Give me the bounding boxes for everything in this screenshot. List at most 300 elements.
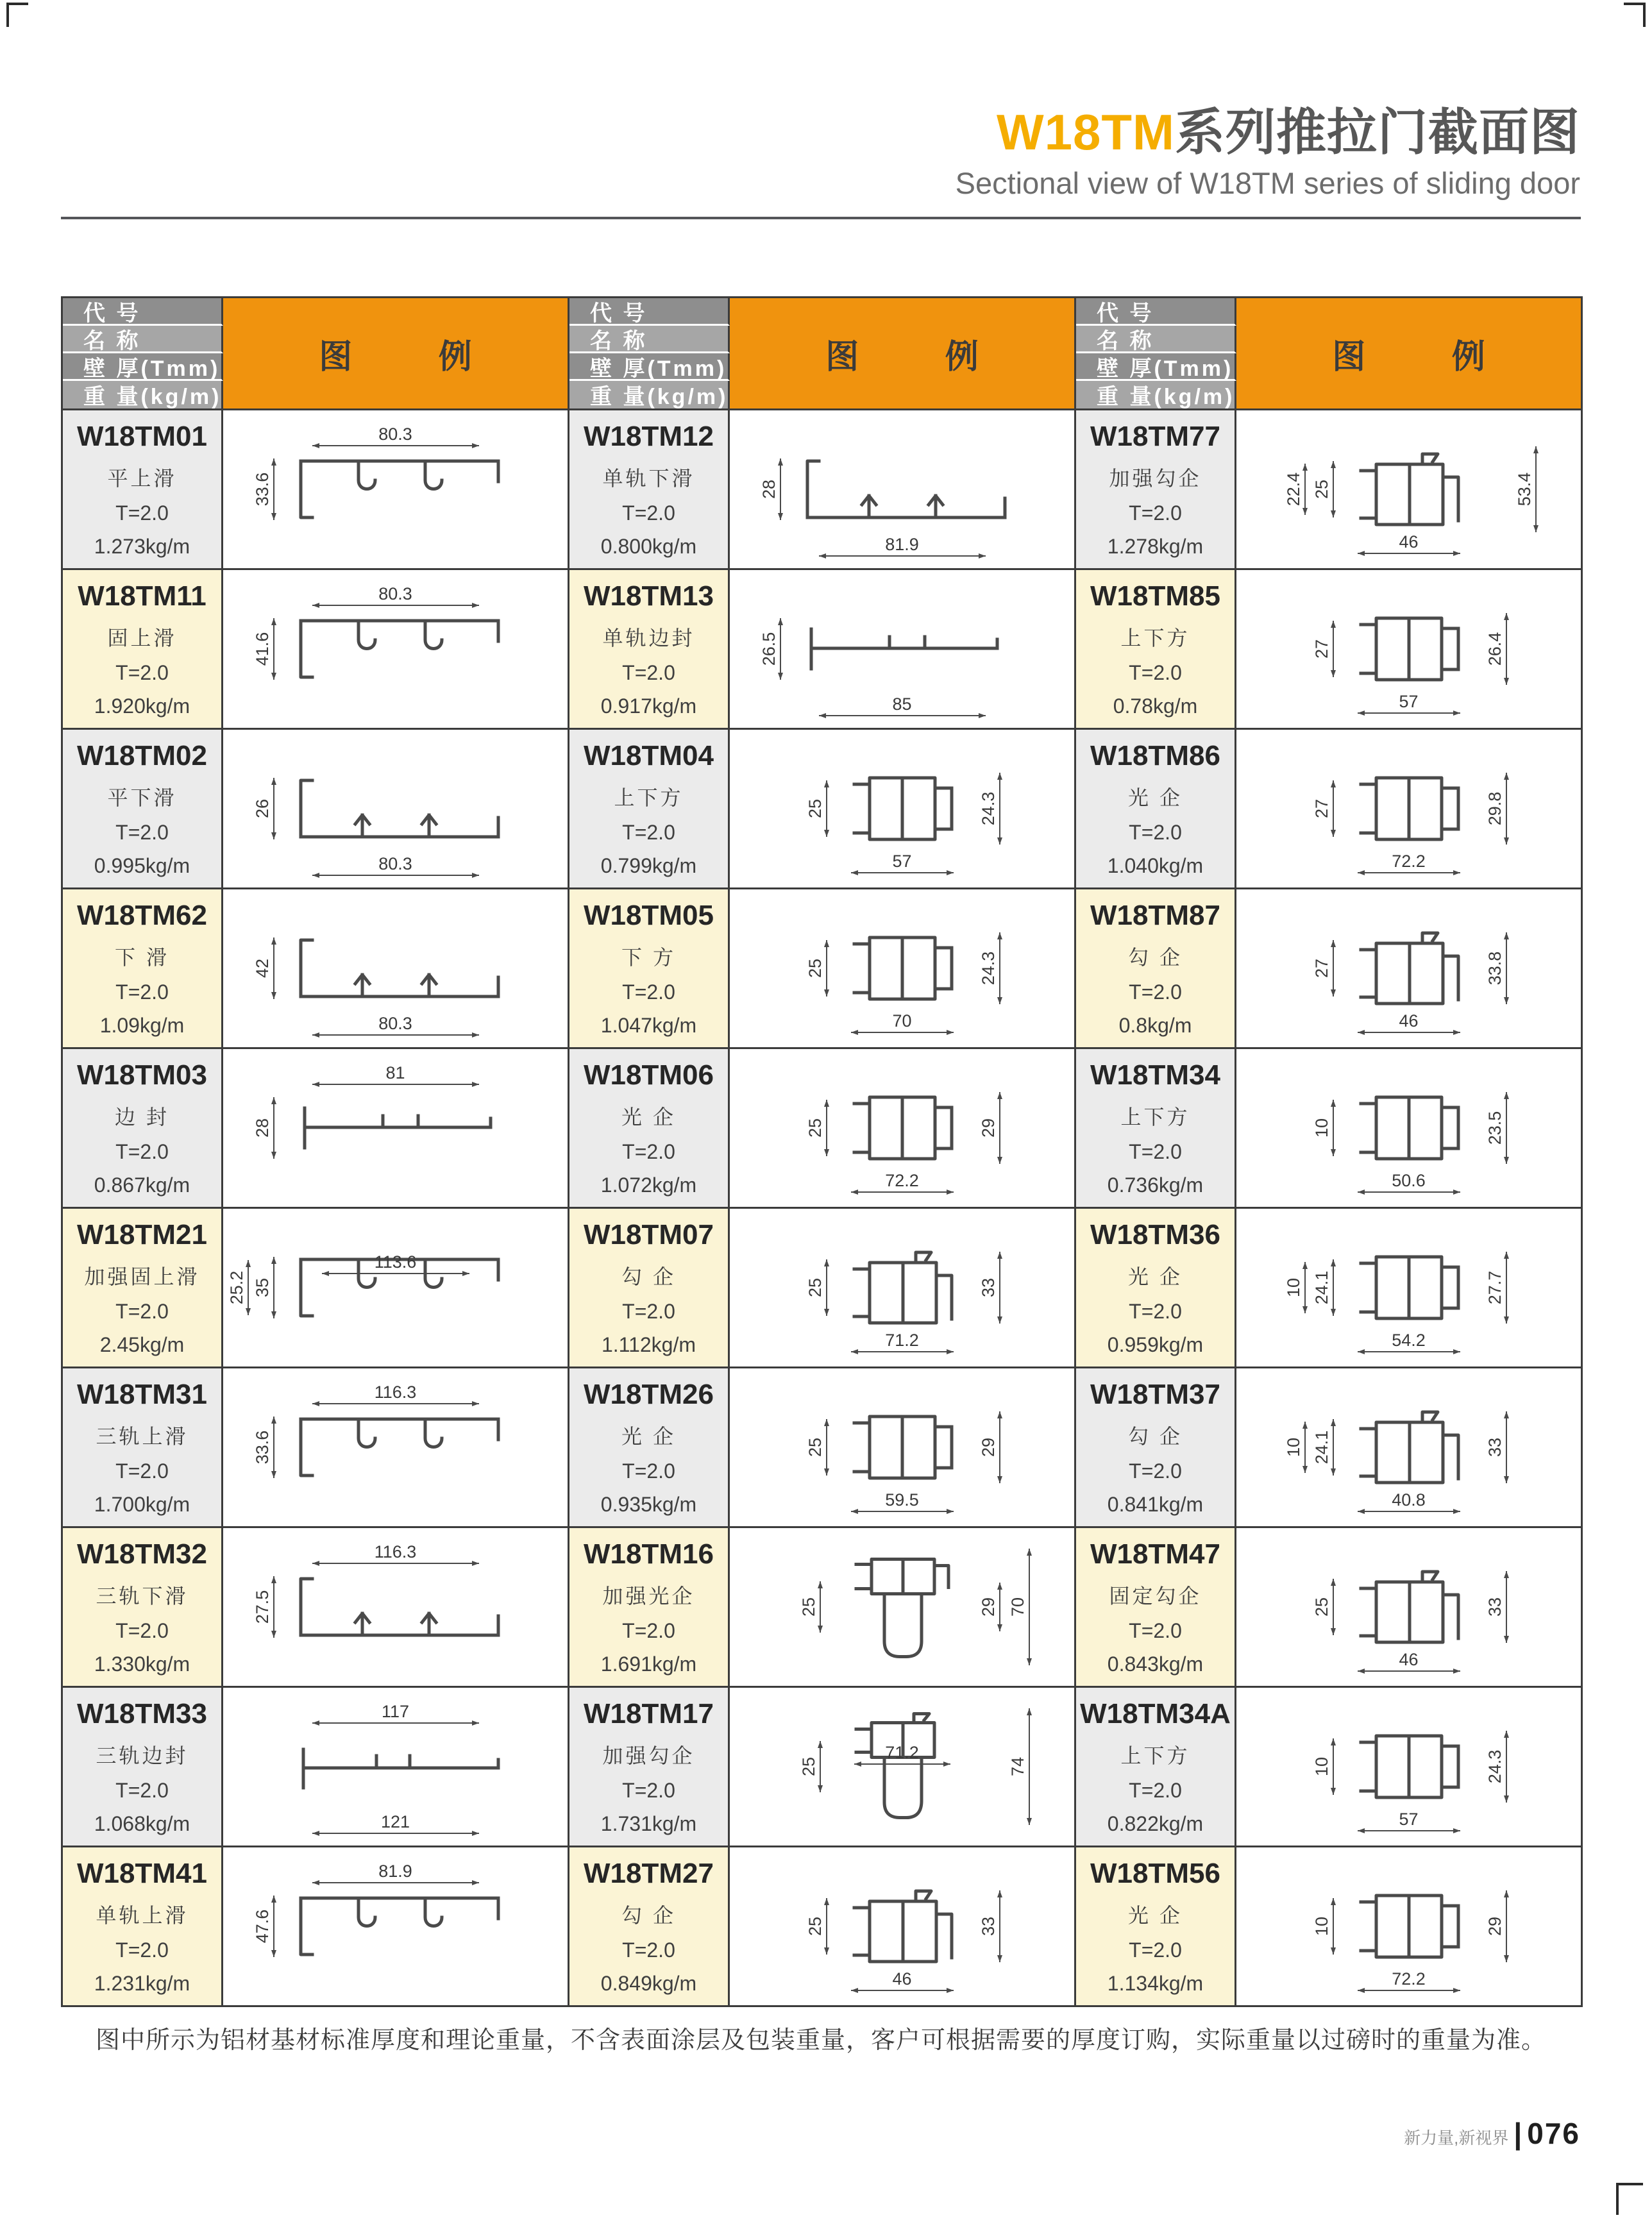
dimension bbox=[851, 1492, 954, 1512]
dimension-label: 25 bbox=[805, 1277, 825, 1298]
product-info bbox=[569, 1688, 730, 1847]
product-weight: 0.8kg/m bbox=[1118, 1013, 1192, 1037]
dimension-label: 24.3 bbox=[979, 791, 998, 826]
page-subtitle: Sectional view of W18TM series of sliding door bbox=[955, 165, 1580, 200]
product-info bbox=[569, 570, 730, 730]
dimension-arrow-line bbox=[1333, 1579, 1334, 1635]
dimension-label: 24.1 bbox=[1312, 1430, 1331, 1465]
crop-mark-top-left bbox=[6, 3, 28, 27]
dimension-label: 29 bbox=[979, 1118, 998, 1138]
dimension-label: 33 bbox=[1485, 1597, 1504, 1617]
dimension bbox=[312, 585, 479, 606]
dimension-label: 10 bbox=[1312, 1916, 1331, 1937]
profile-diagram bbox=[730, 1049, 1076, 1209]
dimension-label: 10 bbox=[1284, 1277, 1303, 1298]
profile-diagram bbox=[1236, 410, 1583, 570]
dimension bbox=[254, 618, 274, 680]
dimension-label: 23.5 bbox=[1485, 1111, 1504, 1145]
profile-drawing bbox=[287, 451, 505, 528]
header-cell: 壁 厚(Tmm) bbox=[569, 353, 730, 381]
product-weight: 0.935kg/m bbox=[600, 1492, 697, 1516]
profile-drawing bbox=[287, 610, 505, 687]
profile-drawing bbox=[287, 1568, 505, 1645]
dimension-label: 25 bbox=[805, 1118, 825, 1138]
product-code: W18TM56 bbox=[1090, 1857, 1220, 1889]
dimension bbox=[254, 458, 274, 520]
product-name: 加强固上滑 bbox=[84, 1265, 200, 1288]
dimension bbox=[312, 1384, 479, 1404]
product-name: 加强光企 bbox=[602, 1584, 695, 1608]
dimension bbox=[1516, 446, 1537, 532]
profile-diagram bbox=[1236, 889, 1583, 1049]
dimension bbox=[851, 853, 954, 873]
dimension-label: 33.6 bbox=[253, 1430, 272, 1465]
product-thickness: T=2.0 bbox=[622, 1139, 675, 1163]
header-cell: 代 号 bbox=[63, 298, 223, 326]
dimension bbox=[800, 1741, 821, 1792]
dimension-label: 29 bbox=[979, 1597, 998, 1617]
profile-drawing bbox=[1348, 921, 1470, 1015]
product-code: W18TM36 bbox=[1090, 1218, 1220, 1250]
product-weight: 1.731kg/m bbox=[600, 1812, 697, 1835]
dimension-label: 72.2 bbox=[885, 1171, 919, 1190]
product-info bbox=[63, 1368, 223, 1528]
dimension-arrow-line bbox=[1358, 1511, 1460, 1512]
profile-drawing bbox=[838, 1708, 966, 1826]
profile-table bbox=[61, 296, 1583, 2007]
dimension-arrow-line bbox=[273, 1576, 274, 1638]
table-header bbox=[569, 298, 1076, 410]
dimension-label: 59.5 bbox=[885, 1490, 919, 1509]
product-info bbox=[1076, 570, 1236, 730]
profile-drawing bbox=[1348, 604, 1470, 694]
dimension bbox=[807, 940, 827, 996]
dimension-arrow-line bbox=[826, 1898, 827, 1955]
product-code: W18TM32 bbox=[77, 1538, 207, 1570]
dimension-arrow-line bbox=[1304, 1422, 1306, 1473]
dimension-arrow-line bbox=[1333, 1100, 1334, 1156]
profile-diagram bbox=[1236, 730, 1583, 889]
dimension bbox=[312, 426, 479, 446]
dimension-arrow-line bbox=[273, 1896, 274, 1957]
product-weight: 0.841kg/m bbox=[1107, 1492, 1204, 1516]
dimension bbox=[819, 696, 986, 716]
product-name: 光 企 bbox=[1128, 1265, 1183, 1288]
dimension-arrow-line bbox=[1333, 1738, 1334, 1795]
profile-diagram bbox=[1236, 1528, 1583, 1688]
legend-label: 图 例 bbox=[319, 338, 510, 376]
page-footer bbox=[1404, 2116, 1580, 2151]
product-code: W18TM31 bbox=[77, 1378, 207, 1410]
dimension bbox=[312, 1064, 479, 1085]
dimension bbox=[1487, 1731, 1507, 1803]
product-info bbox=[1076, 730, 1236, 889]
legend-header bbox=[730, 298, 1076, 408]
product-name: 加强勾企 bbox=[1109, 466, 1202, 490]
dimension bbox=[1313, 780, 1334, 837]
product-thickness: T=2.0 bbox=[1129, 1778, 1182, 1802]
dimension bbox=[254, 1417, 274, 1478]
dimension-arrow-line bbox=[1304, 1262, 1306, 1313]
dimension-label: 116.3 bbox=[374, 1383, 417, 1402]
product-info bbox=[569, 1049, 730, 1209]
product-info bbox=[569, 889, 730, 1049]
dimension-label: 25 bbox=[805, 1437, 825, 1458]
dimension-arrow-line bbox=[780, 458, 781, 520]
product-info bbox=[63, 1049, 223, 1209]
product-weight: 1.278kg/m bbox=[1107, 534, 1204, 558]
dimension-arrow-line bbox=[1333, 1259, 1334, 1316]
title-series: W18TM bbox=[996, 104, 1175, 160]
dimension-arrow-line bbox=[820, 1741, 821, 1792]
dimension bbox=[1487, 1092, 1507, 1164]
profile-drawing bbox=[287, 1409, 505, 1486]
product-weight: 0.736kg/m bbox=[1107, 1173, 1204, 1197]
dimension-arrow-line bbox=[1333, 1898, 1334, 1955]
product-name: 勾 企 bbox=[1128, 945, 1183, 969]
dimension-label: 27 bbox=[1312, 639, 1331, 659]
dimension bbox=[254, 1097, 274, 1159]
product-name: 三轨上滑 bbox=[96, 1424, 189, 1448]
dimension bbox=[1358, 1492, 1460, 1512]
product-name: 光 企 bbox=[621, 1424, 676, 1448]
product-info bbox=[569, 1847, 730, 2007]
dimension bbox=[312, 1703, 479, 1724]
dimension-label: 47.6 bbox=[253, 1909, 272, 1944]
product-name: 三轨下滑 bbox=[96, 1584, 189, 1608]
dimension-label: 27.5 bbox=[253, 1590, 272, 1624]
page-number: 076 bbox=[1527, 2117, 1580, 2150]
dimension-arrow-line bbox=[780, 618, 781, 680]
dimension-label: 74 bbox=[1008, 1756, 1027, 1777]
dimension-arrow-line bbox=[1358, 1670, 1460, 1672]
header-cell: 重 量(kg/m) bbox=[1076, 381, 1236, 408]
dimension-label: 25 bbox=[799, 1597, 818, 1617]
product-weight: 1.09kg/m bbox=[99, 1013, 185, 1037]
dimension-arrow-line bbox=[273, 618, 274, 680]
product-info bbox=[63, 1209, 223, 1368]
profile-drawing bbox=[1348, 1881, 1470, 1971]
product-code: W18TM11 bbox=[78, 580, 206, 612]
dimension bbox=[980, 1583, 1000, 1631]
dimension-arrow-line bbox=[273, 1417, 274, 1478]
header-cell: 名 称 bbox=[569, 326, 730, 353]
profile-drawing bbox=[841, 1879, 963, 1973]
dimension-label: 26 bbox=[253, 798, 272, 819]
dimension-arrow-line bbox=[1506, 1092, 1507, 1164]
product-code: W18TM12 bbox=[584, 420, 714, 452]
product-name: 固定勾企 bbox=[1109, 1584, 1202, 1608]
product-thickness: T=2.0 bbox=[622, 820, 675, 844]
dimension bbox=[1487, 773, 1507, 845]
dimension-arrow-line bbox=[312, 1833, 479, 1834]
product-name: 勾 企 bbox=[621, 1265, 676, 1288]
product-thickness: T=2.0 bbox=[1129, 1299, 1182, 1323]
product-info bbox=[1076, 1847, 1236, 2007]
product-thickness: T=2.0 bbox=[115, 501, 169, 525]
product-info bbox=[63, 730, 223, 889]
product-name: 光 企 bbox=[1128, 1903, 1183, 1927]
dimension-label: 24.3 bbox=[979, 951, 998, 986]
product-thickness: T=2.0 bbox=[622, 1619, 675, 1642]
dimension-label: 29 bbox=[1485, 1916, 1504, 1937]
profile-drawing bbox=[841, 923, 963, 1013]
dimension bbox=[312, 1015, 479, 1036]
profile-diagram bbox=[1236, 1049, 1583, 1209]
dimension bbox=[807, 1898, 827, 1955]
product-thickness: T=2.0 bbox=[1129, 1938, 1182, 1962]
dimension-label: 72.2 bbox=[1392, 852, 1426, 871]
product-code: W18TM41 bbox=[77, 1857, 207, 1889]
dimension bbox=[322, 1254, 469, 1274]
dimension-label: 70 bbox=[1008, 1597, 1027, 1617]
product-weight: 0.799kg/m bbox=[600, 854, 697, 877]
dimension bbox=[1285, 464, 1306, 515]
dimension bbox=[851, 1013, 954, 1033]
product-info bbox=[63, 1847, 223, 2007]
dimension-label: 46 bbox=[1399, 1650, 1419, 1669]
dimension bbox=[1358, 1013, 1460, 1033]
dimension-arrow-line bbox=[1358, 553, 1460, 554]
dimension-label: 57 bbox=[1399, 1810, 1419, 1829]
product-code: W18TM33 bbox=[77, 1697, 207, 1729]
dimension-arrow-line bbox=[322, 1273, 469, 1274]
profile-diagram bbox=[223, 1847, 569, 2007]
dimension-label: 54.2 bbox=[1392, 1331, 1426, 1350]
dimension-arrow-line bbox=[999, 1411, 1000, 1483]
product-weight: 0.822kg/m bbox=[1107, 1812, 1204, 1835]
dimension bbox=[312, 1813, 479, 1834]
dimension-arrow-line bbox=[1506, 613, 1507, 685]
dimension bbox=[1313, 940, 1334, 996]
profile-drawing bbox=[841, 1402, 963, 1492]
product-thickness: T=2.0 bbox=[1129, 980, 1182, 1004]
dimension-arrow-line bbox=[999, 1092, 1000, 1164]
header-cell: 代 号 bbox=[569, 298, 730, 326]
product-info bbox=[63, 570, 223, 730]
product-info bbox=[1076, 1528, 1236, 1688]
profile-drawing bbox=[1348, 1083, 1470, 1173]
dimension-arrow-line bbox=[1358, 1990, 1460, 1991]
dimension-label: 80.3 bbox=[378, 584, 412, 603]
dimension-label: 25 bbox=[805, 958, 825, 979]
product-name: 上下方 bbox=[1120, 1105, 1190, 1129]
product-name: 三轨边封 bbox=[96, 1744, 189, 1767]
product-weight: 0.959kg/m bbox=[1107, 1333, 1204, 1356]
product-weight: 1.112kg/m bbox=[601, 1333, 696, 1356]
dimension-label: 113.6 bbox=[374, 1252, 417, 1272]
profile-drawing bbox=[1348, 764, 1470, 854]
dimension-label: 46 bbox=[1399, 1011, 1419, 1030]
product-weight: 1.072kg/m bbox=[600, 1173, 697, 1197]
dimension-arrow-line bbox=[819, 555, 986, 557]
dimension bbox=[1009, 1549, 1030, 1665]
product-name: 上下方 bbox=[614, 786, 684, 809]
dimension-arrow-line bbox=[1333, 940, 1334, 996]
dimension-label: 27.7 bbox=[1485, 1270, 1504, 1305]
product-weight: 0.867kg/m bbox=[94, 1173, 190, 1197]
product-name: 固上滑 bbox=[107, 626, 177, 650]
profile-diagram bbox=[730, 1528, 1076, 1688]
product-code: W18TM02 bbox=[77, 739, 207, 771]
dimension-label: 72.2 bbox=[1392, 1969, 1426, 1989]
dimension-arrow-line bbox=[273, 1097, 274, 1159]
product-thickness: T=2.0 bbox=[115, 1459, 169, 1483]
header-cell: 重 量(kg/m) bbox=[63, 381, 223, 408]
legend-header bbox=[1236, 298, 1583, 408]
dimension bbox=[980, 773, 1000, 845]
product-name: 上下方 bbox=[1120, 626, 1190, 650]
dimension-arrow-line bbox=[999, 1890, 1000, 1962]
dimension-arrow-line bbox=[999, 1252, 1000, 1324]
dimension-arrow-line bbox=[1333, 1419, 1334, 1476]
dimension bbox=[1358, 1332, 1460, 1352]
dimension-arrow-line bbox=[1029, 1549, 1030, 1665]
dimension-arrow-line bbox=[1506, 932, 1507, 1004]
product-thickness: T=2.0 bbox=[622, 1778, 675, 1802]
profile-diagram bbox=[223, 410, 569, 570]
dimension bbox=[761, 458, 781, 520]
product-info bbox=[1076, 1209, 1236, 1368]
product-weight: 0.995kg/m bbox=[94, 854, 190, 877]
profile-drawing bbox=[841, 764, 963, 854]
dimension-label: 10 bbox=[1312, 1118, 1331, 1138]
product-thickness: T=2.0 bbox=[115, 820, 169, 844]
product-name: 下 滑 bbox=[115, 945, 169, 969]
product-weight: 0.78kg/m bbox=[1113, 694, 1198, 718]
product-info bbox=[1076, 1049, 1236, 1209]
dimension bbox=[980, 1890, 1000, 1962]
product-info bbox=[1076, 410, 1236, 570]
product-code: W18TM16 bbox=[584, 1538, 714, 1570]
product-weight: 0.917kg/m bbox=[600, 694, 697, 718]
dimension-arrow-line bbox=[248, 1260, 249, 1315]
profile-drawing bbox=[1348, 1400, 1470, 1494]
header-cell: 重 量(kg/m) bbox=[569, 381, 730, 408]
dimension-label: 117 bbox=[381, 1702, 410, 1721]
product-weight: 1.691kg/m bbox=[600, 1652, 697, 1676]
dimension bbox=[312, 1543, 479, 1564]
dimension bbox=[1487, 1252, 1507, 1324]
dimension bbox=[1313, 1738, 1334, 1795]
page-title bbox=[956, 106, 1580, 159]
dimension-arrow-line bbox=[1358, 1830, 1460, 1831]
profile-diagram bbox=[730, 730, 1076, 889]
dimension bbox=[851, 1332, 954, 1352]
product-weight: 0.800kg/m bbox=[600, 534, 697, 558]
product-code: W18TM04 bbox=[584, 739, 714, 771]
product-code: W18TM86 bbox=[1090, 739, 1220, 771]
dimension-label: 33 bbox=[979, 1916, 998, 1937]
dimension-label: 80.3 bbox=[378, 425, 412, 444]
product-thickness: T=2.0 bbox=[115, 1778, 169, 1802]
dimension-arrow-line bbox=[819, 715, 986, 716]
product-name: 勾 企 bbox=[621, 1903, 676, 1927]
dimension-label: 24.3 bbox=[1485, 1749, 1504, 1784]
dimension-arrow-line bbox=[851, 1351, 954, 1352]
dimension bbox=[1487, 932, 1507, 1004]
dimension-label: 42 bbox=[253, 958, 272, 979]
dimension-arrow-line bbox=[851, 1511, 954, 1512]
profile-diagram bbox=[223, 1209, 569, 1368]
column-group bbox=[1076, 296, 1583, 2007]
dimension-label: 25 bbox=[799, 1756, 818, 1777]
dimension bbox=[1358, 693, 1460, 714]
title-rest: 系列推拉门截面图 bbox=[1174, 104, 1580, 160]
dimension-label: 35 bbox=[253, 1277, 272, 1298]
profile-drawing bbox=[1348, 442, 1470, 536]
crop-mark-bottom-right bbox=[1616, 2183, 1643, 2215]
dimension-label: 25.2 bbox=[227, 1270, 246, 1305]
dimension-arrow-line bbox=[1333, 780, 1334, 837]
dimension-label: 29 bbox=[979, 1437, 998, 1458]
dimension-arrow-line bbox=[999, 773, 1000, 845]
dimension-arrow-line bbox=[999, 1583, 1000, 1631]
profile-diagram bbox=[730, 1209, 1076, 1368]
header-cell: 名 称 bbox=[63, 326, 223, 353]
dimension bbox=[1358, 1172, 1460, 1193]
dimension bbox=[1487, 613, 1507, 685]
product-name: 加强勾企 bbox=[602, 1744, 695, 1767]
dimension bbox=[254, 1257, 274, 1318]
dimension-label: 85 bbox=[892, 694, 912, 714]
product-info bbox=[63, 1528, 223, 1688]
product-code: W18TM37 bbox=[1090, 1378, 1220, 1410]
dimension-label: 25 bbox=[1312, 479, 1331, 500]
dimension-label: 22.4 bbox=[1284, 472, 1303, 507]
product-weight: 2.45kg/m bbox=[99, 1333, 185, 1356]
dimension bbox=[1358, 853, 1460, 873]
dimension bbox=[254, 938, 274, 999]
dimension-arrow-line bbox=[312, 1563, 479, 1564]
product-info bbox=[569, 1528, 730, 1688]
legend-header bbox=[223, 298, 569, 408]
product-info bbox=[63, 1688, 223, 1847]
crop-mark-top-right bbox=[1624, 3, 1646, 27]
profile-diagram bbox=[223, 1049, 569, 1209]
dimension-arrow-line bbox=[1358, 1351, 1460, 1352]
product-info bbox=[63, 410, 223, 570]
dimension bbox=[980, 1252, 1000, 1324]
dimension-arrow-line bbox=[312, 1722, 479, 1724]
product-thickness: T=2.0 bbox=[622, 1938, 675, 1962]
dimension-arrow-line bbox=[1506, 1731, 1507, 1803]
product-name: 平下滑 bbox=[107, 786, 177, 809]
dimension bbox=[761, 618, 781, 680]
profile-diagram bbox=[223, 570, 569, 730]
dimension-label: 27 bbox=[1312, 958, 1331, 979]
header-cell: 壁 厚(Tmm) bbox=[1076, 353, 1236, 381]
profile-diagram bbox=[223, 1528, 569, 1688]
dimension-label: 116.3 bbox=[374, 1542, 417, 1561]
product-weight: 0.849kg/m bbox=[600, 1971, 697, 1995]
dimension-label: 81 bbox=[385, 1063, 405, 1082]
dimension bbox=[1313, 1259, 1334, 1316]
dimension bbox=[1313, 1100, 1334, 1156]
profile-drawing bbox=[287, 770, 505, 847]
dimension-label: 57 bbox=[1399, 692, 1419, 711]
product-info bbox=[1076, 1688, 1236, 1847]
profile-diagram bbox=[223, 1688, 569, 1847]
product-info bbox=[569, 410, 730, 570]
product-thickness: T=2.0 bbox=[1129, 1459, 1182, 1483]
dimension-label: 80.3 bbox=[378, 1014, 412, 1033]
footer-brand: 新力量,新视界 bbox=[1404, 2128, 1509, 2148]
dimension bbox=[228, 1260, 249, 1315]
product-thickness: T=2.0 bbox=[622, 660, 675, 684]
product-info bbox=[63, 889, 223, 1049]
dimension bbox=[254, 1576, 274, 1638]
